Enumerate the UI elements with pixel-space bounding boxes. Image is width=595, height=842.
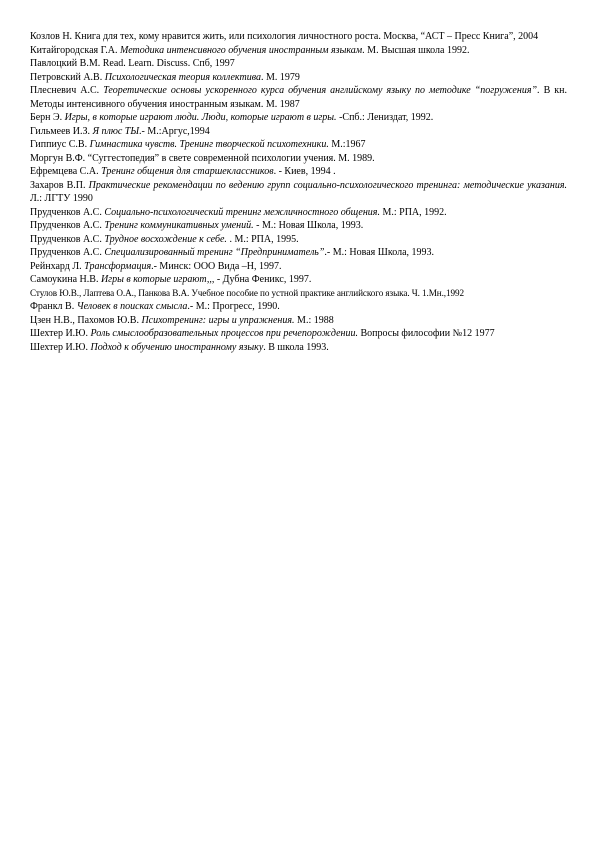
entry-title: Я плюс ТЫ	[92, 125, 140, 137]
entry-text: Моргун В.Ф. “Суггестопедия” в свете современной психологии учения. М. 1989.	[30, 152, 375, 164]
list-item	[30, 125, 567, 139]
entry-title: Социально-психологический тренинг межличностного общения.	[104, 206, 380, 218]
entry-author: Прудченков А.С.	[30, 233, 105, 245]
list-item	[30, 111, 567, 125]
entry-title: Гимнастика чувств. Тренинг творческой психотехники.	[89, 139, 329, 150]
entry-publisher: М.:1967	[328, 139, 366, 150]
entry-title: Роль смыслообразовательных процессов при речепорождении.	[90, 328, 358, 339]
bibliography-list	[30, 30, 567, 354]
entry-author: Китайгородская Г.А.	[30, 44, 121, 56]
list-item	[30, 327, 567, 341]
list-item	[30, 57, 567, 71]
entry-author: Захаров В.П.	[30, 179, 89, 191]
entry-author: Гиппиус С.В.	[30, 139, 90, 150]
entry-publisher: Вопросы философии №12 1977	[358, 328, 495, 339]
entry-title: Теоретические основы ускоренного курса обучения английскому языку по методике “погружения”	[103, 85, 538, 96]
list-item	[30, 219, 567, 233]
entry-title: Подход к обучению иностранному языку	[90, 341, 264, 353]
entry-publisher: Л.: ЛГТУ 1990	[30, 193, 93, 204]
list-item	[30, 314, 567, 328]
list-item	[30, 44, 567, 58]
entry-publisher: .- М.: Новая Школа, 1993.	[324, 247, 435, 258]
entry-author: Рейнхард Л.	[30, 260, 85, 272]
entry-publisher: . М.: РПА, 1995.	[226, 233, 299, 245]
entry-publisher: . - Киев, 1994 .	[273, 166, 336, 177]
list-item	[30, 30, 567, 44]
entry-publisher: . В кн. Методы интенсивного обучения иностранным языкам. М. 1987	[30, 85, 567, 110]
entry-publisher: .- М.:Аргус,1994	[139, 125, 210, 137]
entry-publisher: . М. 1979	[260, 71, 300, 83]
entry-author: Шехтер И.Ю.	[30, 341, 91, 353]
entry-publisher: . М. Высшая школа 1992.	[362, 44, 470, 56]
list-item	[30, 179, 567, 206]
list-item	[30, 138, 567, 152]
entry-author: Берн Э.	[30, 112, 65, 123]
entry-author: Прудченков А.С.	[30, 206, 105, 218]
entry-title: Специализированный тренинг “Предприниматель”	[104, 247, 325, 258]
list-item	[30, 84, 567, 111]
entry-author: Плесневич А.С.	[30, 85, 104, 96]
list-item	[30, 71, 567, 85]
entry-publisher: .- М.: Прогресс, 1990.	[187, 301, 280, 312]
entry-author: Шехтер И.Ю.	[30, 328, 91, 339]
entry-title: Тренинг коммуникативных умений.	[104, 220, 254, 231]
entry-publisher: М.: РПА, 1992.	[379, 206, 447, 218]
entry-text: Козлов Н. Книга для тех, кому нравится жить, или психология личностного роста. Москва, “АСТ – Пресс Книга”, 2004	[30, 31, 539, 42]
entry-publisher: -Спб.: Лениздат, 1992.	[336, 112, 434, 123]
entry-author: Прудченков А.С.	[30, 220, 105, 231]
entry-title: Игры в которые играют,,,	[100, 274, 215, 285]
entry-title: Игры, в которые играют люди. Люди, которые играют в игры.	[64, 112, 337, 123]
list-item	[30, 273, 567, 287]
list-item	[30, 287, 567, 301]
entry-title: Тренинг общения для старшеклассников	[101, 166, 274, 177]
entry-title: Человек в поисках смысла	[76, 301, 188, 312]
list-item	[30, 233, 567, 247]
entry-publisher: .- Минск: ООО Вида –Н, 1997.	[151, 260, 282, 272]
entry-title: Психотренинг: игры и упражнения.	[141, 314, 295, 326]
entry-publisher: - Дубна Феникс, 1997.	[214, 274, 312, 285]
list-item	[30, 152, 567, 166]
entry-author: Ефремцева С.А.	[30, 166, 102, 177]
list-item	[30, 341, 567, 355]
entry-author: Петровский А.В.	[30, 71, 105, 83]
entry-publisher: - М.: Новая Школа, 1993.	[253, 220, 364, 231]
entry-title: Психологическая теория коллектива	[104, 71, 261, 83]
entry-title: Трудное восхождение к себе.	[104, 233, 227, 245]
list-item	[30, 300, 567, 314]
entry-author: Франкл В.	[30, 301, 77, 312]
entry-title: Практические рекомендации по ведению групп социально-психологического тренинга: методические указания.	[88, 179, 567, 191]
list-item	[30, 260, 567, 274]
entry-title: Методика интенсивного обучения иностранным языкам	[120, 44, 363, 56]
entry-text: Стулов Ю.В., Лаптева О.А., Панкова В.А. Учебное пособие по устной практике английского языка. Ч. 1.Мн.,1992	[30, 287, 464, 298]
entry-publisher: . В школа 1993.	[263, 341, 329, 353]
entry-author: Самоукина Н.В.	[30, 274, 101, 285]
entry-publisher: М.: 1988	[294, 314, 334, 326]
entry-text: Павлоцкий В.М. Read. Learn. Discuss. Спб, 1997	[30, 58, 235, 69]
entry-author: Прудченков А.С.	[30, 247, 105, 258]
list-item	[30, 206, 567, 220]
entry-author: Гильмеев И.З.	[30, 125, 93, 137]
list-item	[30, 165, 567, 179]
entry-title: Трансформация	[84, 260, 152, 272]
list-item	[30, 246, 567, 260]
entry-author: Цзен Н.В., Пахомов Ю.В.	[30, 314, 142, 326]
